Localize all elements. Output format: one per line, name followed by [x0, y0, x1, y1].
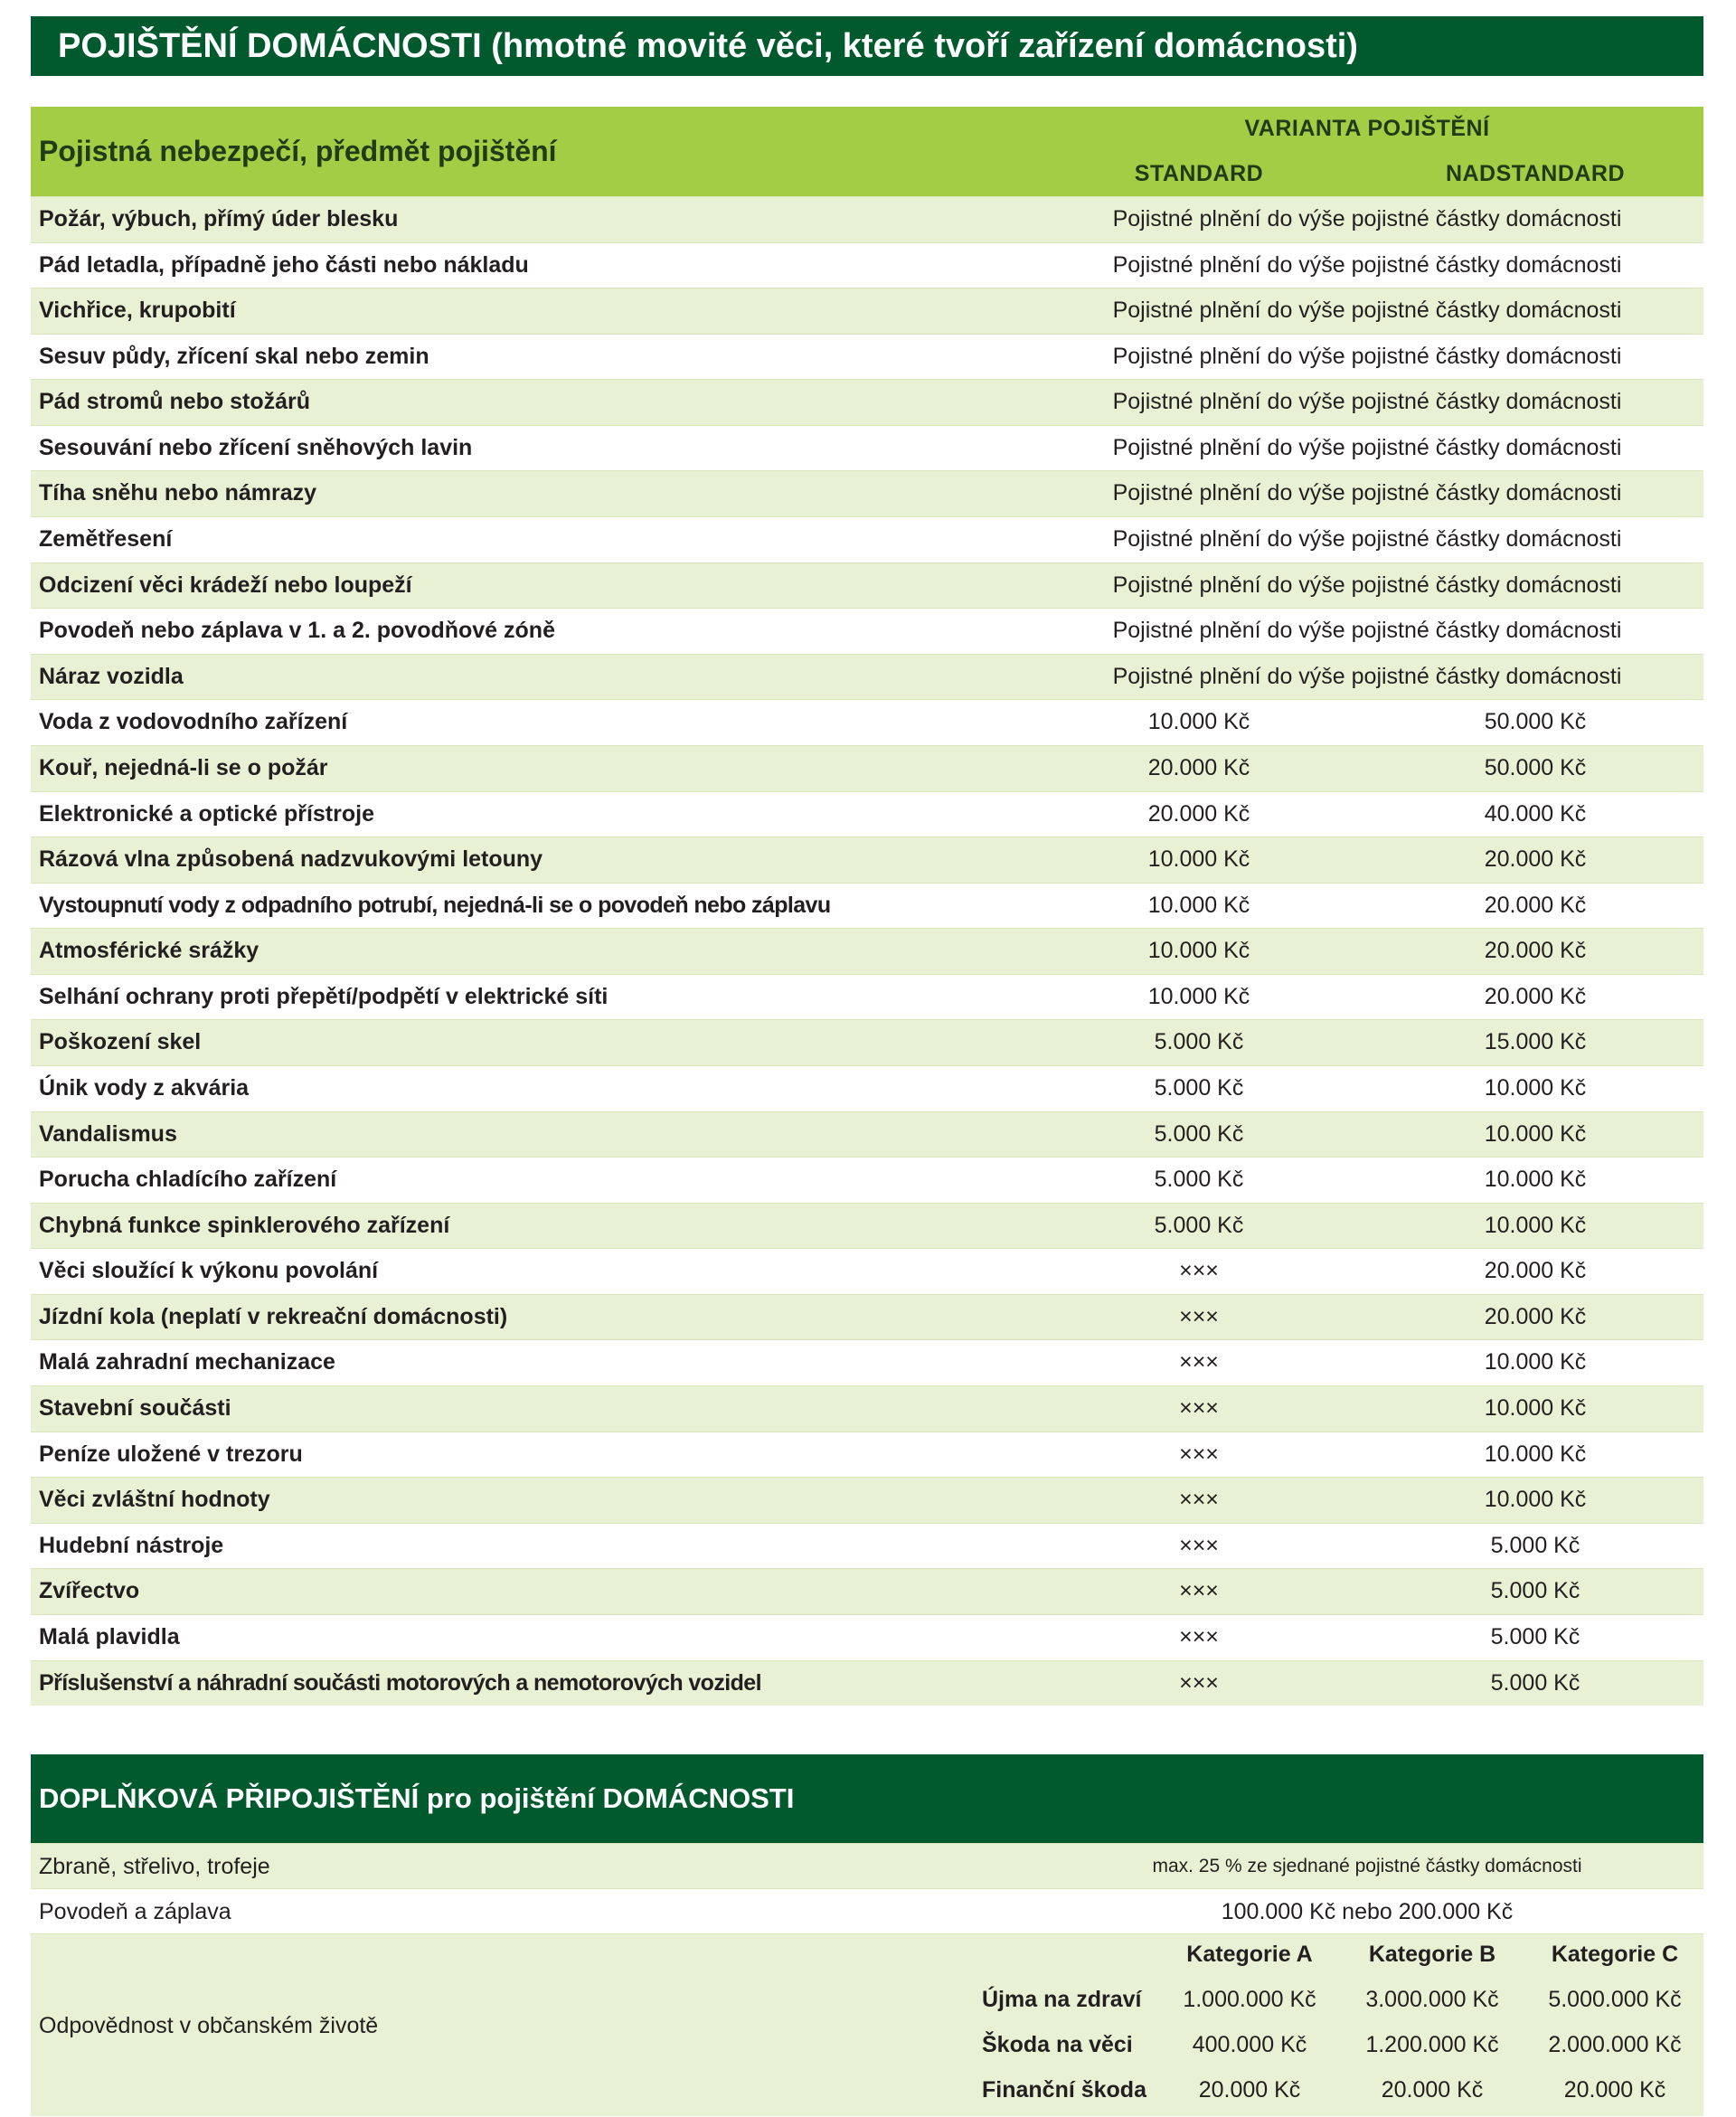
standard-cell: 5.000 Kč — [1154, 1212, 1244, 1238]
table-row — [31, 1203, 1703, 1249]
risk-name: Zvířectvo — [39, 1578, 140, 1604]
nadstandard-cell: 5.000 Kč — [1490, 1669, 1580, 1696]
table-row — [31, 883, 1703, 929]
full-coverage-cell: Pojistné plnění do výše pojistné částky domácnosti — [1112, 618, 1622, 644]
supplementary-title: DOPLŇKOVÁ PŘIPOJIŠTĚNÍ pro pojištění DOMÁCNOSTI — [31, 1754, 1703, 1843]
standard-cell: 20.000 Kč — [1147, 754, 1250, 780]
nadstandard-cell: 50.000 Kč — [1484, 754, 1587, 780]
table-row — [31, 425, 1703, 471]
liability-cell: 400.000 Kč — [1192, 2032, 1307, 2058]
risk-name: Pád letadla, případně jeho části nebo nákladu — [39, 251, 529, 278]
liability-cell: 20.000 Kč — [1198, 2077, 1301, 2103]
table-row — [31, 1614, 1703, 1660]
risk-name: Pád stromů nebo stožárů — [39, 389, 311, 415]
risk-name: Věci sloužící k výkonu povolání — [39, 1258, 379, 1284]
table-row — [31, 608, 1703, 654]
nadstandard-cell: 20.000 Kč — [1484, 938, 1587, 964]
table-row — [31, 242, 1703, 288]
supplement-name: Povodeň a záplava — [39, 1899, 231, 1925]
full-coverage-cell: Pojistné plnění do výše pojistné částky domácnosti — [1112, 389, 1622, 415]
coverage-table-body — [31, 196, 1703, 1706]
standard-cell: 10.000 Kč — [1147, 983, 1250, 1009]
supplement-value: max. 25 % ze sjednané pojistné částky domácnosti — [1152, 1856, 1582, 1877]
standard-cell: 10.000 Kč — [1147, 938, 1250, 964]
nadstandard-cell: 50.000 Kč — [1484, 709, 1587, 735]
risk-name: Peníze uložené v trezoru — [39, 1441, 303, 1467]
supplement-value: 100.000 Kč nebo 200.000 Kč — [1221, 1899, 1514, 1925]
table-row — [31, 1385, 1703, 1432]
table-row — [31, 1339, 1703, 1385]
risk-name: Náraz vozidla — [39, 663, 184, 689]
nadstandard-cell: 5.000 Kč — [1490, 1623, 1580, 1649]
table-row — [31, 745, 1703, 791]
risk-name: Sesouvání nebo zřícení sněhových lavin — [39, 434, 473, 460]
supplement-name: Zbraně, střelivo, trofeje — [39, 1854, 270, 1880]
table-row — [31, 836, 1703, 883]
full-coverage-cell: Pojistné plnění do výše pojistné částky domácnosti — [1112, 298, 1622, 324]
full-coverage-cell: Pojistné plnění do výše pojistné částky domácnosti — [1112, 206, 1622, 232]
standard-cell: 5.000 Kč — [1154, 1167, 1244, 1193]
table-row — [31, 1294, 1703, 1340]
risk-name: Požár, výbuch, přímý úder blesku — [39, 206, 399, 232]
table-row — [31, 928, 1703, 974]
risk-name: Porucha chladícího zařízení — [39, 1167, 337, 1193]
nadstandard-cell: 10.000 Kč — [1484, 1395, 1587, 1422]
risk-name: Vystoupnutí vody z odpadního potrubí, nejedná-li se o povodeň nebo záplavu — [39, 892, 831, 918]
nadstandard-cell: 10.000 Kč — [1484, 1120, 1587, 1147]
standard-cell: ××× — [1179, 1258, 1219, 1284]
table-header — [31, 107, 1703, 196]
table-row — [31, 699, 1703, 745]
standard-cell: 10.000 Kč — [1147, 709, 1250, 735]
table-row — [31, 654, 1703, 700]
supplement-row-liability — [31, 1933, 1703, 2116]
risk-name: Voda z vodovodního zařízení — [39, 709, 348, 735]
liability-cell: 5.000.000 Kč — [1548, 1987, 1682, 2013]
page — [31, 16, 1703, 2116]
liability-cell: 1.200.000 Kč — [1365, 2032, 1499, 2058]
liability-cell: 2.000.000 Kč — [1548, 2032, 1682, 2058]
nadstandard-cell: 20.000 Kč — [1484, 983, 1587, 1009]
variant-label: VARIANTA POJIŠTĚNÍ — [1244, 116, 1490, 141]
risk-name: Selhání ochrany proti přepětí/podpětí v elektrické síti — [39, 983, 609, 1009]
category-a-header: Kategorie A — [1186, 1942, 1313, 1968]
nadstandard-cell: 40.000 Kč — [1484, 800, 1587, 827]
liability-row-label: Škoda na věci — [982, 2032, 1133, 2058]
full-coverage-cell: Pojistné plnění do výše pojistné částky domácnosti — [1112, 343, 1622, 369]
risk-name: Malá plavidla — [39, 1623, 180, 1649]
nadstandard-cell: 20.000 Kč — [1484, 892, 1587, 918]
standard-cell: ××× — [1179, 1303, 1219, 1329]
full-coverage-cell: Pojistné plnění do výše pojistné částky domácnosti — [1112, 434, 1622, 460]
nadstandard-cell: 10.000 Kč — [1484, 1074, 1587, 1101]
table-row — [31, 516, 1703, 562]
risk-name: Elektronické a optické přístroje — [39, 800, 374, 827]
standard-cell: 10.000 Kč — [1147, 846, 1250, 873]
risk-name: Tíha sněhu nebo námrazy — [39, 480, 317, 506]
standard-cell: ××× — [1179, 1395, 1219, 1422]
liability-cell: 3.000.000 Kč — [1365, 1987, 1499, 2013]
standard-cell: ××× — [1179, 1349, 1219, 1375]
standard-cell: ××× — [1179, 1623, 1219, 1649]
nadstandard-cell: 20.000 Kč — [1484, 1258, 1587, 1284]
nadstandard-cell: 5.000 Kč — [1490, 1578, 1580, 1604]
supplement-row-weapons — [31, 1843, 1703, 1888]
risk-name: Hudební nástroje — [39, 1532, 224, 1558]
table-row — [31, 1432, 1703, 1478]
risk-name: Atmosférické srážky — [39, 938, 259, 964]
risk-name: Kouř, nejedná-li se o požár — [39, 754, 328, 780]
nadstandard-cell: 20.000 Kč — [1484, 846, 1587, 873]
risk-name: Poškození skel — [39, 1029, 202, 1055]
page-title: POJIŠTĚNÍ DOMÁCNOSTI (hmotné movité věci, které tvoří zařízení domácnosti) — [31, 16, 1703, 76]
standard-cell: ××× — [1179, 1578, 1219, 1604]
risk-name: Vichřice, krupobití — [39, 298, 236, 324]
risk-name: Malá zahradní mechanizace — [39, 1349, 335, 1375]
table-row — [31, 1248, 1703, 1294]
table-row — [31, 1568, 1703, 1614]
full-coverage-cell: Pojistné plnění do výše pojistné částky domácnosti — [1112, 251, 1622, 278]
category-b-header: Kategorie B — [1368, 1942, 1496, 1968]
liability-cell: 20.000 Kč — [1563, 2077, 1666, 2103]
standard-cell: ××× — [1179, 1532, 1219, 1558]
standard-cell: 20.000 Kč — [1147, 800, 1250, 827]
supplement-row-flood — [31, 1888, 1703, 1933]
standard-cell: 5.000 Kč — [1154, 1029, 1244, 1055]
table-row — [31, 196, 1703, 242]
standard-cell: 10.000 Kč — [1147, 892, 1250, 918]
category-c-header: Kategorie C — [1551, 1942, 1679, 1968]
full-coverage-cell: Pojistné plnění do výše pojistné částky domácnosti — [1112, 572, 1622, 598]
full-coverage-cell: Pojistné plnění do výše pojistné částky domácnosti — [1112, 526, 1622, 553]
table-row — [31, 1111, 1703, 1158]
nadstandard-cell: 10.000 Kč — [1484, 1167, 1587, 1193]
table-row — [31, 379, 1703, 425]
risk-name: Příslušenství a náhradní součásti motorových a nemotorových vozidel — [39, 1669, 761, 1696]
table-row — [31, 1019, 1703, 1065]
header-label: Pojistná nebezpečí, předmět pojištění — [39, 135, 557, 167]
standard-cell: ××× — [1179, 1487, 1219, 1513]
risk-name: Chybná funkce spinklerového zařízení — [39, 1212, 450, 1238]
table-row — [31, 562, 1703, 609]
table-row — [31, 974, 1703, 1020]
table-row — [31, 334, 1703, 380]
standard-cell: ××× — [1179, 1669, 1219, 1696]
table-row — [31, 791, 1703, 837]
risk-name: Sesuv půdy, zřícení skal nebo zemin — [39, 343, 429, 369]
standard-cell: 5.000 Kč — [1154, 1120, 1244, 1147]
table-row — [31, 1157, 1703, 1203]
liability-name: Odpovědnost v občanském životě — [39, 2013, 379, 2039]
risk-name: Povodeň nebo záplava v 1. a 2. povodňové zóně — [39, 618, 555, 644]
liability-row-label: Finanční škoda — [982, 2077, 1146, 2103]
standard-cell: 5.000 Kč — [1154, 1074, 1244, 1101]
table-row — [31, 1065, 1703, 1111]
full-coverage-cell: Pojistné plnění do výše pojistné částky domácnosti — [1112, 663, 1622, 689]
standard-cell: ××× — [1179, 1441, 1219, 1467]
nadstandard-cell: 15.000 Kč — [1484, 1029, 1587, 1055]
table-row — [31, 470, 1703, 516]
nadstandard-cell: 10.000 Kč — [1484, 1441, 1587, 1467]
nadstandard-cell: 10.000 Kč — [1484, 1212, 1587, 1238]
risk-name: Vandalismus — [39, 1120, 177, 1147]
risk-name: Rázová vlna způsobená nadzvukovými letouny — [39, 846, 543, 873]
risk-name: Odcizení věci krádeží nebo loupeží — [39, 572, 412, 598]
risk-name: Únik vody z akvária — [39, 1074, 250, 1101]
liability-cell: 1.000.000 Kč — [1183, 1987, 1316, 2013]
standard-column-header: STANDARD — [1134, 161, 1264, 186]
full-coverage-cell: Pojistné plnění do výše pojistné částky domácnosti — [1112, 480, 1622, 506]
table-row — [31, 1523, 1703, 1569]
nadstandard-column-header: NADSTANDARD — [1445, 161, 1626, 186]
liability-cell: 20.000 Kč — [1381, 2077, 1484, 2103]
table-row — [31, 1477, 1703, 1523]
table-row — [31, 288, 1703, 334]
nadstandard-cell: 20.000 Kč — [1484, 1303, 1587, 1329]
nadstandard-cell: 5.000 Kč — [1490, 1532, 1580, 1558]
risk-name: Stavební součásti — [39, 1395, 231, 1422]
nadstandard-cell: 10.000 Kč — [1484, 1349, 1587, 1375]
table-row — [31, 1660, 1703, 1706]
risk-name: Zemětřesení — [39, 526, 173, 553]
nadstandard-cell: 10.000 Kč — [1484, 1487, 1587, 1513]
liability-row-label: Újma na zdraví — [982, 1987, 1142, 2013]
risk-name: Jízdní kola (neplatí v rekreační domácnosti) — [39, 1303, 508, 1329]
risk-name: Věci zvláštní hodnoty — [39, 1487, 270, 1513]
